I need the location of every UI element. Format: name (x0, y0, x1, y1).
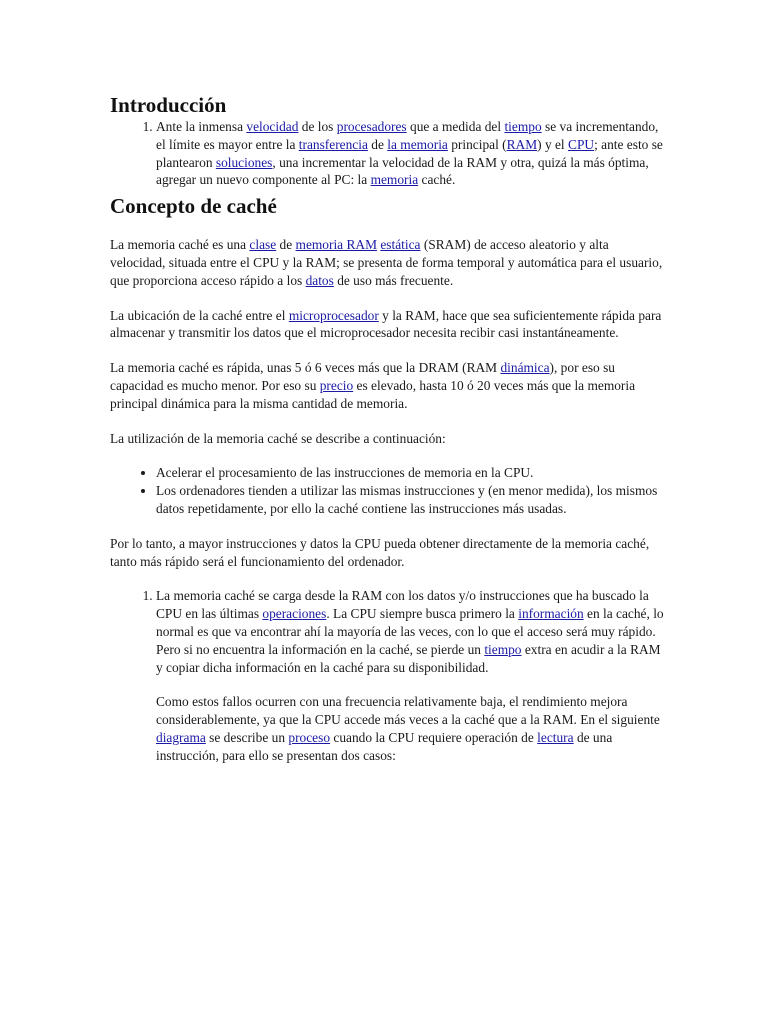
link-tiempo-2[interactable]: tiempo (484, 641, 522, 657)
link-operaciones[interactable]: operaciones (262, 606, 327, 622)
text: de una instrucción, para ello se presentan dos casos: (156, 729, 613, 763)
link-dinamica[interactable]: dinámica (500, 360, 550, 376)
concept-paragraph-2 (110, 307, 665, 343)
cache-process-item (156, 587, 665, 764)
text: de (367, 136, 388, 152)
text: se describe un (205, 729, 289, 745)
link-informacion[interactable]: información (518, 606, 584, 622)
link-lectura[interactable]: lectura (537, 729, 574, 745)
concept-heading: Concepto de caché (110, 194, 277, 219)
concept-paragraph-5: Por lo tanto, a mayor instrucciones y datos la CPU pueda obtener directamente de la memoria caché, tanto más rápido será el funcionamiento del ordenador. (110, 535, 650, 569)
text: en la caché, lo normal es que va encontrar ahí la mayoría de las veces, con lo que el acceso será muy rápido. Pero si no encuentra la información en la caché, se pierde un (156, 606, 664, 657)
intro-list (110, 118, 665, 189)
text: La memoria caché es una (110, 237, 250, 253)
link-microprocesador[interactable]: microprocesador (288, 307, 379, 323)
link-datos[interactable]: datos (305, 272, 334, 288)
link-clase[interactable]: clase (249, 237, 277, 253)
link-estatica[interactable]: estática (380, 237, 421, 253)
link-cpu[interactable]: CPU (568, 136, 595, 152)
link-diagrama[interactable]: diagrama (156, 729, 206, 745)
text: La ubicación de la caché entre el (110, 307, 289, 323)
bullet-list (110, 464, 665, 517)
text: caché. (418, 172, 456, 188)
intro-list-item (156, 118, 665, 189)
text: de uso más frecuente. (333, 272, 454, 288)
bullet-item: • Los ordenadores tienden a utilizar las mismas instrucciones y (en menor medida), los mismos datos repetidamente, por ello la caché contiene las instrucciones más usadas. (156, 482, 665, 518)
text: de los (298, 119, 337, 134)
text: se va incrementando, el límite es mayor entre la (156, 119, 659, 152)
link-precio[interactable]: precio (319, 377, 354, 393)
text: La memoria caché es rápida, unas 5 ó 6 veces más que la DRAM (RAM (110, 360, 501, 376)
text: ; ante esto se plantearon (156, 136, 663, 170)
text: que a medida del (406, 119, 505, 134)
text: de (276, 237, 296, 253)
link-la-memoria[interactable]: la memoria (387, 136, 448, 152)
concept-paragraph-3 (110, 359, 665, 412)
cache-process-note (156, 693, 665, 764)
intro-heading: Introducción (110, 93, 227, 117)
text: . La CPU siempre busca primero la (326, 606, 519, 622)
cache-process-list (110, 587, 665, 764)
link-tiempo[interactable]: tiempo (504, 119, 542, 134)
link-velocidad[interactable]: velocidad (246, 119, 299, 134)
link-memoria[interactable]: memoria (370, 172, 419, 188)
text: La memoria caché se carga desde la RAM con los datos y/o instrucciones que ha buscado la CPU en las últimas (156, 588, 649, 622)
text: Como estos fallos ocurren con una frecuencia relativamente baja, el rendimiento mejora considerablemente, ya que la CPU accede más veces a la caché que a la RAM. En el siguiente (156, 694, 660, 728)
link-procesadores[interactable]: procesadores (336, 119, 407, 134)
concept-paragraph-4: La utilización de la memoria caché se describe a continuación: (110, 430, 446, 446)
text: Ante la inmensa (156, 119, 247, 134)
text: ) y el (537, 136, 569, 152)
text: y la RAM, hace que sea suficientemente rápida para almacenar y transmitir los datos que el microprocesador necesita recibir casi instantáneamente. (110, 307, 662, 341)
link-transferencia[interactable]: transferencia (298, 136, 368, 152)
link-memoria-ram[interactable]: memoria RAM (295, 237, 377, 253)
text: , una incrementar la velocidad de la RAM y otra, quizá la más óptima, agregar un nuevo componente al PC: la (156, 154, 649, 188)
text: ), por eso su capacidad es mucho menor. Por eso su (110, 360, 615, 393)
link-soluciones[interactable]: soluciones (215, 154, 273, 170)
text: cuando la CPU requiere operación de (330, 729, 538, 745)
link-ram[interactable]: RAM (506, 136, 538, 152)
bullet-item: • Acelerar el procesamiento de las instrucciones de memoria en la CPU. (156, 464, 665, 482)
text: extra en acudir a la RAM y copiar dicha información en la caché para su disponibilidad. (156, 641, 661, 675)
text: es elevado, hasta 10 ó 20 veces más que la memoria principal dinámica para la misma cantidad de memoria. (110, 377, 636, 411)
link-proceso[interactable]: proceso (288, 729, 331, 745)
text: (SRAM) de acceso aleatorio y alta velocidad, situada entre el CPU y la RAM; se presenta de forma temporal y automática para el usuario, que proporciona acceso rápido a los (110, 237, 663, 288)
text: principal ( (447, 136, 507, 152)
concept-paragraph-1 (110, 236, 665, 289)
document-page (110, 92, 665, 765)
